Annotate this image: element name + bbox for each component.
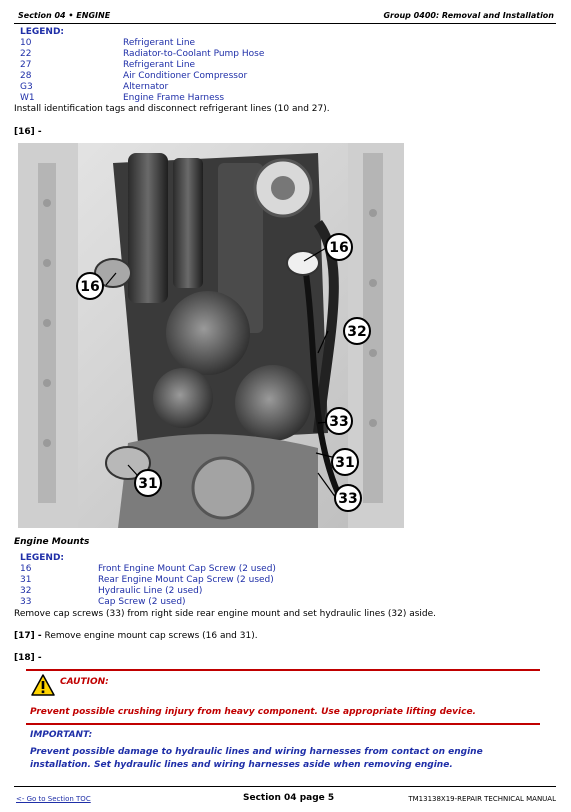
legend-desc: Air Conditioner Compressor xyxy=(123,71,248,81)
legend-desc: Front Engine Mount Cap Screw (2 used) xyxy=(98,564,276,574)
manual-id: TM13138X19-REPAIR TECHNICAL MANUAL xyxy=(408,795,556,803)
page-header xyxy=(14,9,556,24)
legend-title: LEGEND: xyxy=(20,553,65,563)
step-17 xyxy=(14,631,258,641)
caution-bottom-rule xyxy=(26,723,540,725)
legend-code: 33 xyxy=(20,597,32,607)
step-number: [16] - xyxy=(14,127,42,137)
legend-code: 16 xyxy=(20,564,32,574)
legend-desc: Refrigerant Line xyxy=(123,60,196,70)
footer-rule xyxy=(14,786,556,787)
legend-code: 28 xyxy=(20,71,32,81)
legend-desc: Hydraulic Line (2 used) xyxy=(98,586,203,596)
important-text: Prevent possible damage to hydraulic lines and wiring harnesses from contact on engine installation. Set hydraulic lines and wiring harnesses aside when removing engine. xyxy=(30,747,483,770)
legend-desc: Rear Engine Mount Cap Screw (2 used) xyxy=(98,575,274,585)
caution-text: Prevent possible crushing injury from heavy component. Use appropriate lifting device. xyxy=(30,707,476,717)
legend-code: 10 xyxy=(20,38,32,48)
legend-code: 32 xyxy=(20,586,32,596)
legend-code: 27 xyxy=(20,60,32,70)
warning-icon xyxy=(31,674,55,700)
callout-label: 33 xyxy=(338,491,358,507)
callout-label: 31 xyxy=(138,476,158,492)
legend-code: W1 xyxy=(20,93,35,103)
caution-top-rule xyxy=(26,669,540,671)
callout-label: 32 xyxy=(347,324,367,340)
step-number: [18] - xyxy=(14,653,42,663)
callout-label: 16 xyxy=(80,279,100,295)
legend-desc: Refrigerant Line xyxy=(123,38,196,48)
step-number: [17] - xyxy=(14,631,42,641)
legend-code: G3 xyxy=(20,82,33,92)
header-section: Section 04 • ENGINE xyxy=(18,11,111,20)
header-group: Group 0400: Removal and Installation xyxy=(383,11,554,20)
engine-mounts-photo xyxy=(18,143,404,528)
caution-title: CAUTION: xyxy=(60,677,109,687)
instruction-text: Install identification tags and disconnect refrigerant lines (10 and 27). xyxy=(14,104,330,114)
legend-desc: Cap Screw (2 used) xyxy=(98,597,186,607)
legend-code: 31 xyxy=(20,575,32,585)
callout-label: 31 xyxy=(335,455,355,471)
page-number: Section 04 page 5 xyxy=(243,793,335,803)
legend-desc: Alternator xyxy=(123,82,169,92)
figure-caption: Engine Mounts xyxy=(14,537,90,547)
callout-label: 33 xyxy=(329,414,349,430)
legend-title: LEGEND: xyxy=(20,27,65,37)
section-toc-link[interactable]: <- Go to Section TOC xyxy=(16,795,91,803)
step-text: Remove engine mount cap screws (16 and 31). xyxy=(44,631,258,641)
instruction-text: Remove cap screws (33) from right side rear engine mount and set hydraulic lines (32) aside. xyxy=(14,609,437,619)
legend-desc: Radiator-to-Coolant Pump Hose xyxy=(123,49,265,59)
callout-label: 16 xyxy=(329,240,349,256)
legend-desc: Engine Frame Harness xyxy=(123,93,225,103)
legend-code: 22 xyxy=(20,49,32,59)
important-title: IMPORTANT: xyxy=(30,730,93,740)
step-18 xyxy=(14,653,42,663)
